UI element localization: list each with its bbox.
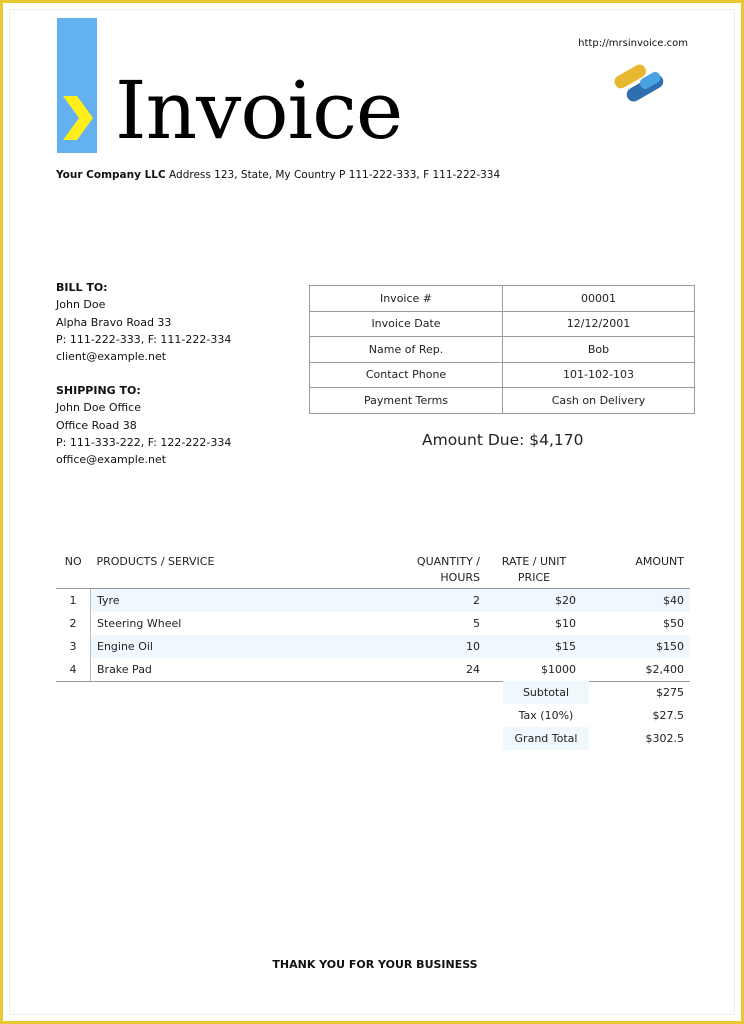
shipping-to-line: P: 111-333-222, F: 122-222-334: [56, 435, 232, 449]
logo-bar: [57, 18, 97, 153]
tax-label: Tax (10%): [518, 709, 574, 722]
grand-total-value: $302.5: [645, 732, 684, 745]
totals-row: [503, 681, 690, 704]
row-no: 3: [69, 640, 77, 653]
info-label: Payment Terms: [310, 388, 503, 414]
row-product: Tyre: [91, 589, 391, 613]
column-header-product: PRODUCTS / SERVICE: [91, 554, 391, 589]
info-row: [310, 362, 695, 388]
column-header-rate-line1: RATE / UNIT: [501, 555, 567, 568]
row-amount: $2,400: [584, 658, 690, 682]
bill-to-heading: BILL TO:: [56, 281, 108, 294]
shipping-to-block: [56, 382, 231, 468]
info-row: [310, 337, 695, 363]
brand-logo-icon: [609, 61, 669, 107]
amount-due: Amount Due: $4,170: [422, 431, 584, 449]
row-quantity: 5: [473, 617, 480, 630]
info-label: Name of Rep.: [310, 337, 503, 363]
row-quantity: 24: [390, 658, 486, 682]
column-header-quantity-line2: HOURS: [440, 571, 480, 584]
bill-to-line: P: 111-222-333, F: 111-222-334: [56, 332, 232, 346]
row-rate: $20: [486, 589, 584, 613]
bill-to-line: John Doe: [56, 298, 106, 312]
bill-to-line: Alpha Bravo Road 33: [56, 315, 172, 329]
column-header-rate-line2: PRICE: [517, 571, 551, 584]
info-label: Contact Phone: [310, 362, 503, 388]
row-product: Brake Pad: [91, 658, 391, 682]
info-row: [310, 388, 695, 414]
info-value: Bob: [503, 337, 695, 363]
shipping-to-heading: SHIPPING TO:: [56, 384, 141, 397]
bill-to-line: client@example.net: [56, 350, 167, 364]
table-row: [56, 612, 690, 635]
info-label: Invoice Date: [310, 311, 503, 337]
column-header-no: NO: [56, 554, 91, 589]
row-no: 2: [69, 617, 77, 630]
shipping-to-line: John Doe Office: [56, 401, 141, 415]
subtotal-value: $275: [656, 686, 684, 699]
row-rate: $10: [555, 617, 576, 630]
thank-you-note: THANK YOU FOR YOUR BUSINESS: [272, 958, 478, 971]
table-row: [56, 658, 690, 682]
bill-to-block: [56, 279, 231, 365]
row-amount: $50: [663, 617, 684, 630]
info-row: [310, 311, 695, 337]
invoice-info-table: [309, 285, 695, 414]
shipping-to-line: office@example.net: [56, 453, 167, 467]
grand-total-label: Grand Total: [503, 727, 589, 750]
row-rate: $1000: [486, 658, 584, 682]
shipping-to-line: Office Road 38: [56, 418, 137, 432]
company-address: Address 123, State, My Country P 111-222-333, F 111-222-334: [169, 169, 501, 181]
table-row: [56, 635, 690, 658]
website-url: http://mrsinvoice.com: [578, 38, 688, 49]
row-rate: $15: [486, 635, 584, 658]
info-row: [310, 286, 695, 312]
info-value: 101-102-103: [503, 362, 695, 388]
row-no: 4: [56, 658, 91, 682]
column-header-rate: [486, 554, 584, 589]
column-header-quantity: [390, 554, 486, 589]
row-quantity: 2: [390, 589, 486, 613]
totals-table: [503, 681, 690, 750]
info-value: Cash on Delivery: [503, 388, 695, 414]
chevron-right-icon: [63, 96, 93, 140]
table-row: [56, 589, 690, 613]
info-value: 00001: [503, 286, 695, 312]
tax-value: $27.5: [652, 709, 684, 722]
row-product: Engine Oil: [91, 635, 391, 658]
totals-row: [503, 727, 690, 750]
items-header-row: [56, 554, 690, 589]
info-value: 12/12/2001: [503, 311, 695, 337]
row-amount: $150: [584, 635, 690, 658]
totals-row: [503, 704, 690, 727]
company-name: Your Company LLC: [56, 169, 166, 181]
subtotal-label: Subtotal: [503, 681, 589, 704]
column-header-quantity-line1: QUANTITY /: [416, 555, 480, 568]
company-info-line: [56, 169, 500, 181]
row-product: Steering Wheel: [91, 612, 391, 635]
info-label: Invoice #: [310, 286, 503, 312]
items-table: [56, 554, 690, 682]
row-amount: $40: [584, 589, 690, 613]
row-quantity: 10: [390, 635, 486, 658]
page-title: Invoice: [115, 64, 403, 157]
column-header-amount: AMOUNT: [584, 554, 690, 589]
row-no: 1: [69, 594, 77, 607]
